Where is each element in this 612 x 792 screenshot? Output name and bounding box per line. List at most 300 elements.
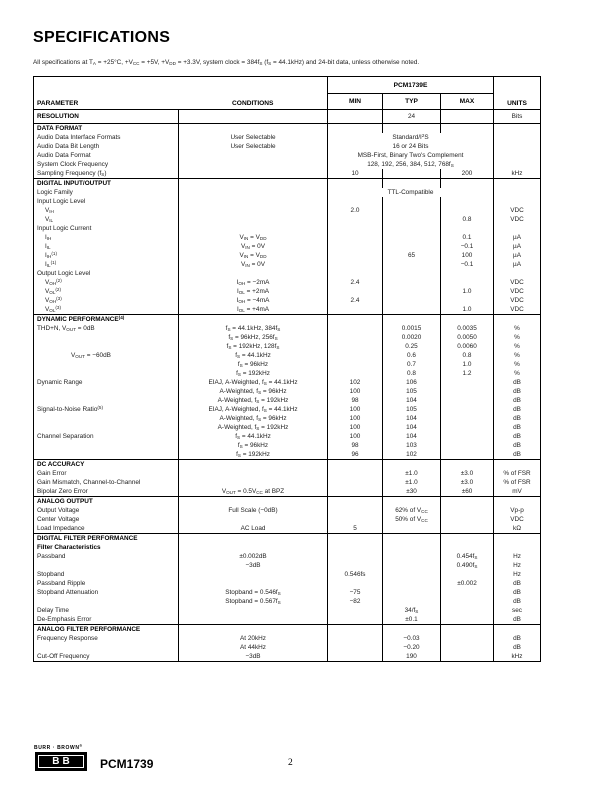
cell-conditions: $V_{IN} = 0V$	[179, 260, 328, 269]
cell-parameter: Dynamic Range	[37, 379, 83, 386]
cell-typ	[383, 287, 441, 296]
cell-conditions: $f_S = 44.1kHz$	[179, 432, 328, 441]
cell-parameter: $V_{OL}^{(2)}$	[45, 287, 62, 295]
cell-parameter: $I_{IL}$	[45, 243, 51, 250]
cell-units: dB	[494, 423, 541, 432]
cell-min	[328, 634, 383, 643]
cell-units	[494, 224, 541, 233]
cell-units: µA	[494, 233, 541, 242]
column-header-min: MIN	[328, 94, 383, 110]
cell-typ: 0.8	[383, 369, 441, 378]
cell-parameter	[34, 414, 179, 423]
cell-units	[494, 197, 541, 206]
cell-min	[328, 478, 383, 487]
cell-units: %	[494, 342, 541, 351]
column-header-parameter: PARAMETER	[37, 100, 79, 107]
table-row	[34, 169, 541, 179]
part-number: PCM1739	[100, 757, 154, 771]
cell-conditions: At 20kHz	[179, 634, 328, 643]
cell-typ: 65	[383, 251, 441, 260]
cell-units: %	[494, 333, 541, 342]
cell-typ: 0.7	[383, 360, 441, 369]
cell-conditions	[179, 615, 328, 625]
table-row	[34, 561, 541, 570]
cell-min	[328, 497, 383, 507]
cell-conditions: $V_{IN} = 0V$	[179, 242, 328, 251]
cell-parameter: De-Emphasis Error	[37, 616, 92, 623]
cell-typ	[383, 552, 441, 561]
cell-min	[328, 242, 383, 251]
cell-min	[328, 342, 383, 351]
cell-min	[328, 251, 383, 260]
cell-parameter	[34, 396, 179, 405]
cell-typ: 0.0015	[383, 324, 441, 333]
cell-conditions: $f_S = 192kHz$	[179, 369, 328, 378]
cell-max	[441, 597, 494, 606]
cell-conditions: $I_{OH} = -2mA$	[179, 278, 328, 287]
cell-units	[494, 460, 541, 470]
table-row	[34, 625, 541, 635]
cell-min	[328, 197, 383, 206]
cell-conditions	[179, 534, 328, 544]
cell-units: VDC	[494, 515, 541, 524]
cell-conditions: $f_S = 44.1kHz$, $384f_S$	[179, 324, 328, 333]
cell-units: %	[494, 369, 541, 378]
cell-max	[441, 524, 494, 534]
cell-parameter: Stopband	[37, 571, 65, 578]
cell-parameter: DATA FORMAT	[37, 125, 83, 132]
cell-typ: ±1.0	[383, 469, 441, 478]
cell-max: 200	[441, 169, 494, 179]
cell-typ	[383, 169, 441, 179]
cell-min	[328, 333, 383, 342]
cell-typ: 104	[383, 432, 441, 441]
cell-conditions	[179, 169, 328, 179]
cell-max	[441, 497, 494, 507]
cell-units: VDC	[494, 278, 541, 287]
cell-min	[328, 369, 383, 378]
cell-typ	[383, 570, 441, 579]
cell-conditions	[179, 469, 328, 478]
cell-typ: 0.0020	[383, 333, 441, 342]
column-header-units: UNITS	[494, 77, 541, 110]
cell-parameter: ANALOG OUTPUT	[37, 498, 93, 505]
cell-max: 0.8	[441, 215, 494, 224]
table-section	[34, 460, 541, 497]
table-row	[34, 597, 541, 606]
cell-conditions: At 44kHz	[179, 643, 328, 652]
cell-parameter: ANALOG FILTER PERFORMANCE	[37, 626, 141, 633]
cell-units: dB	[494, 414, 541, 423]
cell-parameter: Center Voltage	[37, 516, 80, 523]
cell-span-value: TTL-Compatible	[328, 188, 494, 197]
cell-units	[494, 151, 541, 160]
cell-parameter: DC ACCURACY	[37, 461, 85, 468]
cell-min	[328, 287, 383, 296]
cell-typ: 103	[383, 441, 441, 450]
cell-units: mV	[494, 487, 541, 497]
cell-units: dB	[494, 588, 541, 597]
cell-min	[328, 305, 383, 315]
cell-parameter: Gain Mismatch, Channel-to-Channel	[37, 479, 141, 486]
table-row	[34, 634, 541, 643]
cell-max	[441, 506, 494, 515]
cell-units: Hz	[494, 570, 541, 579]
cell-min	[328, 315, 383, 325]
cell-max	[441, 378, 494, 387]
cell-units: dB	[494, 450, 541, 460]
cell-conditions	[179, 110, 328, 124]
table-section	[34, 534, 541, 625]
cell-parameter: Audio Data Interface Formats	[37, 134, 121, 141]
cell-min: 0.546fs	[328, 570, 383, 579]
cell-parameter	[34, 342, 179, 351]
page-title: SPECIFICATIONS	[33, 29, 171, 46]
cell-units: dB	[494, 378, 541, 387]
table-row	[34, 643, 541, 652]
cell-conditions: $I_{OL} = +4mA$	[179, 305, 328, 315]
cell-typ: 50% of $V_{CC}$	[383, 515, 441, 524]
cell-min	[328, 515, 383, 524]
cell-parameter	[34, 441, 179, 450]
table-row	[34, 506, 541, 515]
cell-units: %	[494, 351, 541, 360]
cell-typ: 62% of $V_{CC}$	[383, 506, 441, 515]
cell-units: kHz	[494, 169, 541, 179]
cell-min	[328, 561, 383, 570]
cell-conditions: $f_S = 96kHz$, $256f_S$	[179, 333, 328, 342]
table-row	[34, 124, 541, 134]
cell-parameter: Stopband Attenuation	[37, 589, 99, 596]
cell-conditions: $f_S = 192kHz$	[179, 450, 328, 460]
cell-parameter: DYNAMIC PERFORMANCE$^{(4)}$	[37, 315, 125, 323]
cell-max	[441, 110, 494, 124]
cell-typ: ±0.1	[383, 615, 441, 625]
cell-typ: 104	[383, 396, 441, 405]
cell-min	[328, 643, 383, 652]
cell-conditions	[179, 197, 328, 206]
cell-units: kΩ	[494, 524, 541, 534]
table-row	[34, 543, 541, 552]
cell-units	[494, 315, 541, 325]
cell-units	[494, 124, 541, 134]
cell-typ	[383, 278, 441, 287]
table-row	[34, 478, 541, 487]
cell-min	[328, 615, 383, 625]
cell-typ	[383, 561, 441, 570]
cell-typ	[383, 524, 441, 534]
cell-typ	[383, 269, 441, 278]
cell-conditions: Stopband = $0.546f_S$	[179, 588, 328, 597]
cell-max	[441, 441, 494, 450]
cell-max	[441, 179, 494, 189]
table-row	[34, 110, 541, 124]
cell-units	[494, 543, 541, 552]
cell-units: %	[494, 324, 541, 333]
cell-parameter: Channel Separation	[37, 433, 94, 440]
table-row	[34, 441, 541, 450]
cell-units	[494, 269, 541, 278]
cell-max: −0.1	[441, 242, 494, 251]
cell-max	[441, 278, 494, 287]
cell-units: dB	[494, 597, 541, 606]
burr-brown-logo	[35, 752, 87, 771]
cell-max	[441, 206, 494, 215]
cell-typ	[383, 543, 441, 552]
cell-max: 0.1	[441, 233, 494, 242]
cell-typ: 0.6	[383, 351, 441, 360]
cell-max	[441, 625, 494, 635]
table-row	[34, 615, 541, 625]
table-section	[34, 625, 541, 662]
cell-units: dB	[494, 634, 541, 643]
cell-typ	[383, 579, 441, 588]
cell-conditions: EIAJ, A-Weighted, $f_S = 44.1kHz$	[179, 405, 328, 414]
cell-units: kHz	[494, 652, 541, 662]
cell-units: %	[494, 360, 541, 369]
table-row	[34, 588, 541, 597]
table-row	[34, 414, 541, 423]
cell-max: 1.2	[441, 369, 494, 378]
cell-units	[494, 534, 541, 544]
cell-units: Hz	[494, 552, 541, 561]
cell-conditions: −3dB	[179, 652, 328, 662]
cell-units: Vp-p	[494, 506, 541, 515]
table-section	[34, 497, 541, 534]
cell-max	[441, 543, 494, 552]
table-row	[34, 342, 541, 351]
cell-max: ±60	[441, 487, 494, 497]
cell-max: −0.1	[441, 260, 494, 269]
cell-typ: 106	[383, 378, 441, 387]
cell-min: 102	[328, 378, 383, 387]
cell-conditions	[179, 515, 328, 524]
cell-max	[441, 124, 494, 134]
cell-typ: ±1.0	[383, 478, 441, 487]
cell-max: 1.0	[441, 305, 494, 315]
cell-max	[441, 269, 494, 278]
cell-typ: −0.20	[383, 643, 441, 652]
cell-units: dB	[494, 643, 541, 652]
cell-units	[494, 142, 541, 151]
cell-parameter: Audio Data Format	[37, 152, 91, 159]
table-row	[34, 469, 541, 478]
cell-parameter: Frequency Response	[37, 635, 98, 642]
cell-parameter	[34, 450, 179, 460]
cell-max	[441, 197, 494, 206]
cell-conditions: ±0.002dB	[179, 552, 328, 561]
cell-min	[328, 124, 383, 134]
cell-conditions	[179, 224, 328, 233]
cell-typ	[383, 233, 441, 242]
table-row	[34, 197, 541, 206]
cell-min	[328, 269, 383, 278]
cell-units: % of FSR	[494, 469, 541, 478]
cell-typ	[383, 597, 441, 606]
brand-wordmark: BURR · BROWN®	[34, 744, 83, 751]
cell-min	[328, 260, 383, 269]
cell-parameter: Gain Error	[37, 470, 67, 477]
cell-min	[328, 110, 383, 124]
cell-typ: 190	[383, 652, 441, 662]
table-section	[34, 110, 541, 124]
table-section	[34, 315, 541, 460]
table-row	[34, 251, 541, 260]
table-row	[34, 224, 541, 233]
cell-max: 1.0	[441, 360, 494, 369]
cell-max: 0.0050	[441, 333, 494, 342]
cell-max	[441, 634, 494, 643]
cell-parameter: $I_{IH}$	[45, 234, 52, 241]
cell-conditions: AC Load	[179, 524, 328, 534]
cell-parameter: Passband	[37, 553, 66, 560]
cell-min	[328, 579, 383, 588]
cell-units	[494, 160, 541, 169]
cell-conditions	[179, 315, 328, 325]
cell-conditions	[179, 151, 328, 160]
table-row	[34, 360, 541, 369]
cell-parameter: $V_{OH}^{(3)}$	[45, 296, 62, 304]
cell-units: dB	[494, 441, 541, 450]
cell-max	[441, 588, 494, 597]
cell-parameter: Bipolar Zero Error	[37, 488, 88, 495]
table-row	[34, 287, 541, 296]
table-row	[34, 260, 541, 269]
cell-typ	[383, 215, 441, 224]
cell-units: VDC	[494, 215, 541, 224]
cell-min	[328, 606, 383, 615]
cell-conditions: $V_{IN} = V_{DD}$	[179, 251, 328, 260]
cell-conditions	[179, 570, 328, 579]
cell-parameter	[34, 387, 179, 396]
cell-units: VDC	[494, 287, 541, 296]
cell-typ: $34/f_S$	[383, 606, 441, 615]
specifications-note: All specifications at $T_A = +25^\circ C$, $+V_{CC} = +5V$, $+V_{DD} = +3.3V$, system clock = $384f_S$ $(f_S = 44.1kHz)$ and 24-bit data, unless otherwise noted.	[33, 59, 420, 66]
table-section	[34, 179, 541, 315]
cell-parameter	[34, 597, 179, 606]
cell-parameter: $V_{IH}$	[45, 207, 54, 214]
cell-units: VDC	[494, 305, 541, 315]
table-row	[34, 652, 541, 662]
cell-parameter	[34, 369, 179, 378]
cell-parameter: $I_{IL}^{(1)}$	[45, 260, 57, 268]
cell-units: dB	[494, 432, 541, 441]
cell-max	[441, 396, 494, 405]
cell-parameter: System Clock Frequency	[37, 161, 109, 168]
cell-span-value: Standard/$I^2S$	[328, 133, 494, 142]
cell-units: Hz	[494, 561, 541, 570]
column-header-max: MAX	[441, 94, 494, 110]
cell-min: 98	[328, 441, 383, 450]
cell-span-value: MSB-First, Binary Two's Complement	[328, 151, 494, 160]
table-row	[34, 369, 541, 378]
table-row	[34, 233, 541, 242]
cell-units: % of FSR	[494, 478, 541, 487]
cell-max	[441, 315, 494, 325]
table-row	[34, 188, 541, 197]
table-row	[34, 405, 541, 414]
cell-parameter: Signal-to-Noise Ratio$^{(5)}$	[37, 405, 104, 413]
cell-parameter: $V_{IL}$	[45, 216, 54, 223]
cell-parameter	[34, 561, 179, 570]
cell-max	[441, 414, 494, 423]
cell-max: 0.8	[441, 351, 494, 360]
cell-typ: 105	[383, 387, 441, 396]
cell-typ: 24	[383, 110, 441, 124]
cell-typ	[383, 315, 441, 325]
cell-min: 100	[328, 387, 383, 396]
cell-conditions: $f_S = 44.1kHz$	[179, 351, 328, 360]
cell-units: dB	[494, 579, 541, 588]
cell-span-value: 16 or 24 Bits	[328, 142, 494, 151]
page-number: 2	[288, 758, 293, 768]
cell-max: ±3.0	[441, 469, 494, 478]
cell-conditions: A-Weighted, $f_S = 192kHz$	[179, 396, 328, 405]
cell-conditions	[179, 206, 328, 215]
cell-parameter: Filter Characteristics	[37, 544, 101, 551]
cell-max	[441, 405, 494, 414]
cell-parameter: Delay Time	[37, 607, 69, 614]
cell-parameter: Input Logic Level	[37, 198, 86, 205]
cell-max	[441, 423, 494, 432]
cell-min	[328, 324, 383, 333]
cell-max: 0.0035	[441, 324, 494, 333]
cell-max	[441, 570, 494, 579]
table-row	[34, 142, 541, 151]
cell-parameter: Output Logic Level	[37, 270, 91, 277]
cell-max: ±3.0	[441, 478, 494, 487]
cell-max: 0.0060	[441, 342, 494, 351]
table-row	[34, 460, 541, 470]
cell-units: sec	[494, 606, 541, 615]
cell-typ	[383, 197, 441, 206]
cell-units	[494, 188, 541, 197]
cell-parameter: $V_{OUT} = -60dB$	[71, 352, 111, 359]
cell-typ	[383, 460, 441, 470]
table-header	[34, 77, 541, 110]
cell-typ	[383, 224, 441, 233]
cell-parameter: RESOLUTION	[37, 113, 79, 120]
cell-max	[441, 460, 494, 470]
cell-parameter: Load Impedance	[37, 525, 85, 532]
cell-conditions: Stopband = $0.567f_S$	[179, 597, 328, 606]
cell-units	[494, 179, 541, 189]
cell-min	[328, 460, 383, 470]
logo-letters: BB	[38, 755, 84, 768]
cell-min: 96	[328, 450, 383, 460]
table-row	[34, 387, 541, 396]
cell-typ	[383, 206, 441, 215]
cell-typ	[383, 260, 441, 269]
table-row	[34, 497, 541, 507]
cell-max	[441, 534, 494, 544]
cell-span-value: 128, 192, 256, 384, 512, $768f_S$	[328, 160, 494, 169]
table-row	[34, 296, 541, 305]
cell-min	[328, 543, 383, 552]
cell-typ	[383, 179, 441, 189]
cell-conditions: $V_{IN} = V_{DD}$	[179, 233, 328, 242]
cell-max: $0.454f_S$	[441, 552, 494, 561]
cell-conditions	[179, 215, 328, 224]
cell-units: dB	[494, 387, 541, 396]
table-row	[34, 450, 541, 460]
cell-typ: 0.25	[383, 342, 441, 351]
cell-conditions: $I_{OL} = +2mA$	[179, 287, 328, 296]
cell-parameter: DIGITAL FILTER PERFORMANCE	[37, 535, 138, 542]
table-row	[34, 487, 541, 497]
cell-parameter	[34, 643, 179, 652]
cell-units: VDC	[494, 296, 541, 305]
